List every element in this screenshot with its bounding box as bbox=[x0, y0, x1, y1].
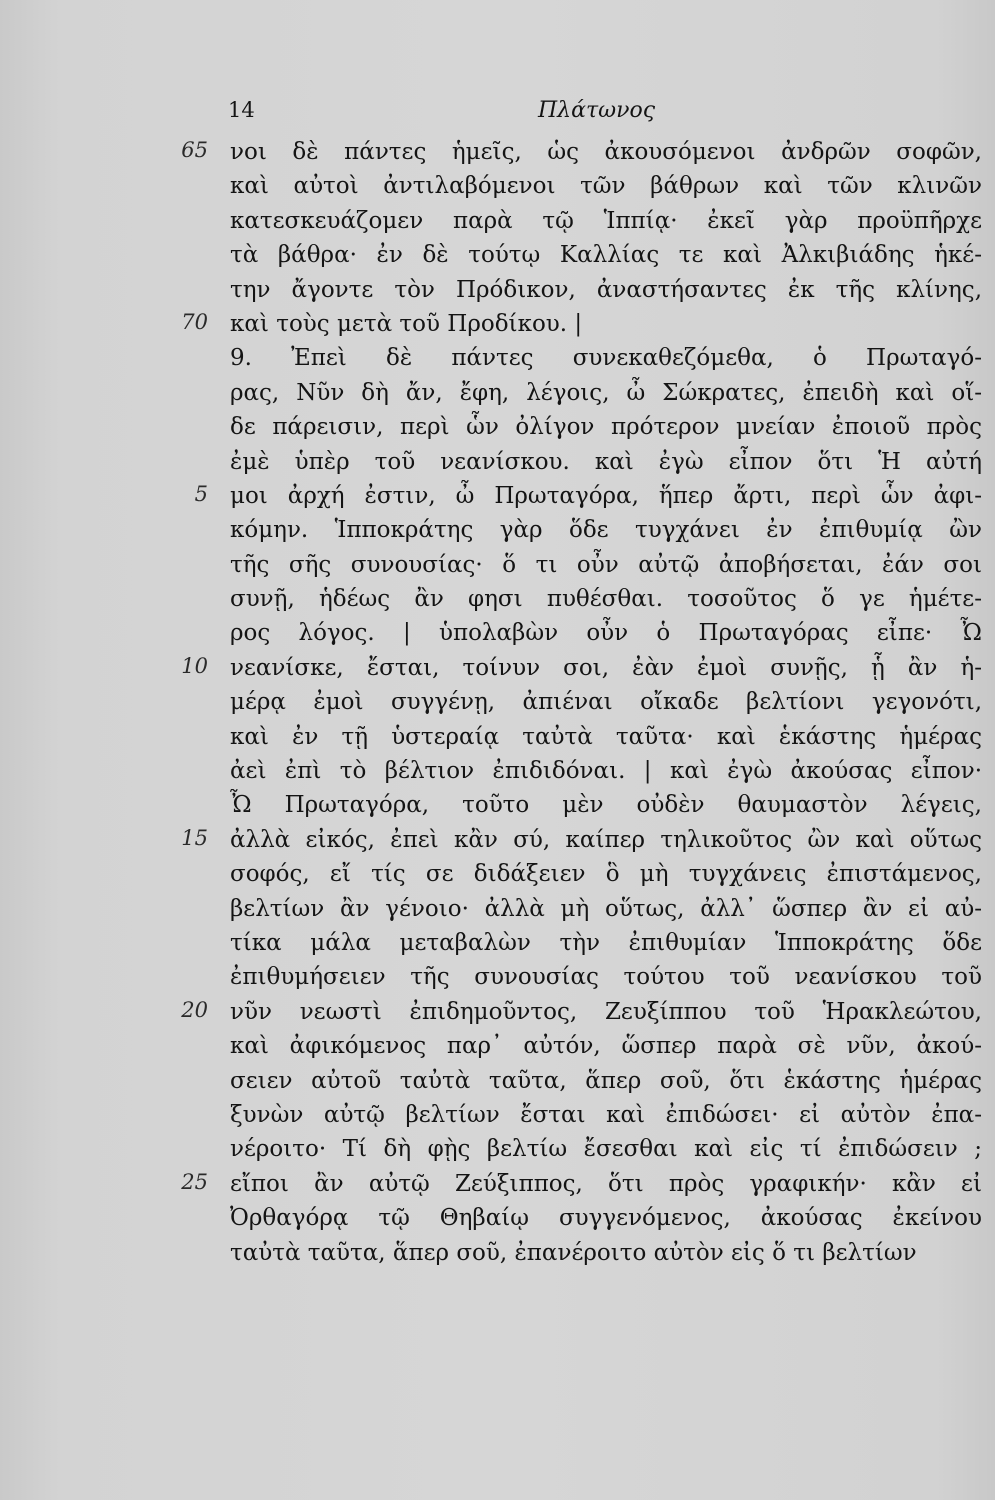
text-line bbox=[0, 136, 995, 170]
line-number: 15 bbox=[181, 825, 208, 850]
text-line bbox=[0, 583, 995, 617]
line-text: σειεν αὐτοῦ ταὐτὰ ταῦτα, ἅπερ σοῦ, ὅτι ἑκάστης ἡμέρας bbox=[230, 1067, 982, 1094]
text-line bbox=[0, 446, 995, 480]
line-text: σοφός, εἴ τίς σε διδάξειεν ὃ μὴ τυγχάνεις ἐπιστάμενος, bbox=[230, 861, 982, 888]
text-line bbox=[0, 1133, 995, 1167]
line-text: Ὦ Πρωταγόρα, τοῦτο μὲν οὐδὲν θαυμαστὸν λέγεις, bbox=[230, 792, 982, 819]
line-text: ρος λόγος. | ὑπολαβὼν οὖν ὁ Πρωταγόρας εἶπε· Ὦ bbox=[230, 620, 982, 647]
line-text: καὶ αὐτοὶ ἀντιλαβόμενοι τῶν βάθρων καὶ τῶν κλινῶν bbox=[230, 173, 982, 200]
text-line bbox=[0, 342, 995, 376]
line-text: καὶ ἀφικόμενος παρ᾽ αὐτόν, ὥσπερ παρὰ σὲ νῦν, ἀκού- bbox=[230, 1033, 982, 1060]
line-number: 20 bbox=[181, 997, 208, 1022]
text-line bbox=[0, 755, 995, 789]
line-text: κατεσκευάζομεν παρὰ τῷ Ἱππίᾳ· ἐκεῖ γὰρ προϋπῆρχε bbox=[230, 207, 982, 234]
text-line bbox=[0, 514, 995, 548]
line-number: 10 bbox=[181, 653, 208, 678]
line-number: 70 bbox=[181, 309, 208, 334]
line-text: 9. Ἐπεὶ δὲ πάντες συνεκαθεζόμεθα, ὁ Πρωταγό- bbox=[230, 345, 982, 372]
text-line bbox=[0, 996, 995, 1030]
line-number: 65 bbox=[181, 138, 208, 162]
text-line bbox=[0, 1202, 995, 1236]
line-text: μοι ἀρχή ἐστιν, ὦ Πρωταγόρα, ἥπερ ἄρτι, περὶ ὧν ἀφι- bbox=[230, 482, 982, 509]
line-text: συνῇ, ἡδέως ἂν φησι πυθέσθαι. τοσοῦτος ὅ γε ἡμέτε- bbox=[230, 586, 982, 613]
text-line bbox=[0, 893, 995, 927]
line-text: ἀλλὰ εἰκός, ἐπεὶ κἂν σύ, καίπερ τηλικοῦτος ὢν καὶ οὕτως bbox=[230, 826, 982, 853]
line-text: ἐμὲ ὑπὲρ τοῦ νεανίσκου. καὶ ἐγὼ εἶπον ὅτι Ἡ αὐτή bbox=[230, 448, 982, 475]
text-line bbox=[0, 239, 995, 273]
line-text: ταὐτὰ ταῦτα, ἅπερ σοῦ, ἐπανέροιτο αὐτὸν εἰς ὅ τι βελτίων bbox=[230, 1239, 917, 1266]
line-text: κόμην. Ἱπποκράτης γὰρ ὅδε τυγχάνει ἐν ἐπιθυμίᾳ ὢν bbox=[230, 517, 982, 544]
line-text: νῦν νεωστὶ ἐπιδημοῦντος, Ζευξίππου τοῦ Ἡρακλεώτου, bbox=[230, 998, 982, 1025]
text-line bbox=[0, 1065, 995, 1099]
text-line bbox=[0, 652, 995, 686]
text-line bbox=[0, 308, 995, 342]
line-text: βελτίων ἂν γένοιο· ἀλλὰ μὴ οὕτως, ἀλλ᾽ ὥσπερ ἂν εἰ αὐ- bbox=[230, 895, 982, 922]
line-text: την ἄγοντε τὸν Πρόδικον, ἀναστήσαντες ἐκ τῆς κλίνης, bbox=[230, 276, 982, 303]
line-text: ξυνὼν αὐτῷ βελτίων ἔσται καὶ ἐπιδώσει· εἰ αὐτὸν ἐπα- bbox=[230, 1101, 982, 1128]
text-line bbox=[0, 170, 995, 204]
line-text: εἴποι ἂν αὐτῷ Ζεύξιππος, ὅτι πρὸς γραφικήν· κἂν εἰ bbox=[230, 1170, 982, 1197]
line-text: καὶ τοὺς μετὰ τοῦ Προδίκου. | bbox=[230, 310, 583, 337]
text-line bbox=[0, 961, 995, 995]
line-text: τίκα μάλα μεταβαλὼν τὴν ἐπιθυμίαν Ἱπποκράτης ὅδε bbox=[230, 929, 982, 956]
line-text: ἐπιθυμήσειεν τῆς συνουσίας τούτου τοῦ νεανίσκου τοῦ bbox=[230, 964, 982, 991]
text-line bbox=[0, 1030, 995, 1064]
line-text: νοι δὲ πάντες ἡμεῖς, ὡς ἀκουσόμενοι ἀνδρῶν σοφῶν, bbox=[230, 139, 982, 165]
text-line bbox=[0, 549, 995, 583]
line-text: τῆς σῆς συνουσίας· ὅ τι οὖν αὐτῷ ἀποβήσεται, ἐάν σοι bbox=[230, 551, 982, 578]
text-line bbox=[0, 789, 995, 823]
text-line bbox=[0, 480, 995, 514]
line-text: δε πάρεισιν, περὶ ὧν ὀλίγον πρότερον μνείαν ἐποιοῦ πρὸς bbox=[230, 414, 982, 441]
text-line bbox=[0, 721, 995, 755]
line-text: καὶ ἐν τῇ ὑστεραίᾳ ταὐτὰ ταῦτα· καὶ ἑκάστης ἡμέρας bbox=[230, 723, 982, 750]
text-line bbox=[0, 1168, 995, 1202]
text-line bbox=[0, 686, 995, 720]
text-line bbox=[0, 205, 995, 239]
text-line bbox=[0, 1237, 995, 1271]
line-number: 25 bbox=[181, 1169, 208, 1194]
page-number: 14 bbox=[228, 98, 255, 122]
text-line bbox=[0, 617, 995, 651]
line-text: νεανίσκε, ἔσται, τοίνυν σοι, ἐὰν ἐμοὶ συνῇς, ᾗ ἂν ἡ- bbox=[230, 654, 982, 681]
page-header bbox=[0, 94, 995, 134]
line-text: τὰ βάθρα· ἐν δὲ τούτῳ Καλλίας τε καὶ Ἀλκιβιάδης ἡκέ- bbox=[230, 242, 982, 269]
text-line bbox=[0, 1099, 995, 1133]
text-line bbox=[0, 824, 995, 858]
line-text: μέρᾳ ἐμοὶ συγγένῃ, ἀπιέναι οἴκαδε βελτίονι γεγονότι, bbox=[230, 689, 982, 716]
text-line bbox=[0, 858, 995, 892]
text-line bbox=[0, 377, 995, 411]
line-number: 5 bbox=[194, 481, 208, 506]
text-line bbox=[0, 411, 995, 445]
line-text: ρας, Νῦν δὴ ἄν, ἔφη, λέγοις, ὦ Σώκρατες, ἐπειδὴ καὶ οἵ- bbox=[230, 379, 982, 406]
line-text: νέροιτο· Τί δὴ φῂς βελτίω ἔσεσθαι καὶ εἰς τί ἐπιδώσειν ; bbox=[230, 1136, 982, 1163]
main-text bbox=[0, 136, 995, 1271]
text-line bbox=[0, 927, 995, 961]
line-text: ἀεὶ ἐπὶ τὸ βέλτιον ἐπιδιδόναι. | καὶ ἐγὼ ἀκούσας εἶπον· bbox=[230, 758, 982, 785]
line-text: Ὀρθαγόρᾳ τῷ Θηβαίῳ συγγενόμενος, ἀκούσας ἐκείνου bbox=[230, 1205, 982, 1232]
text-line bbox=[0, 274, 995, 308]
running-title: Πλάτωνος bbox=[538, 98, 656, 123]
